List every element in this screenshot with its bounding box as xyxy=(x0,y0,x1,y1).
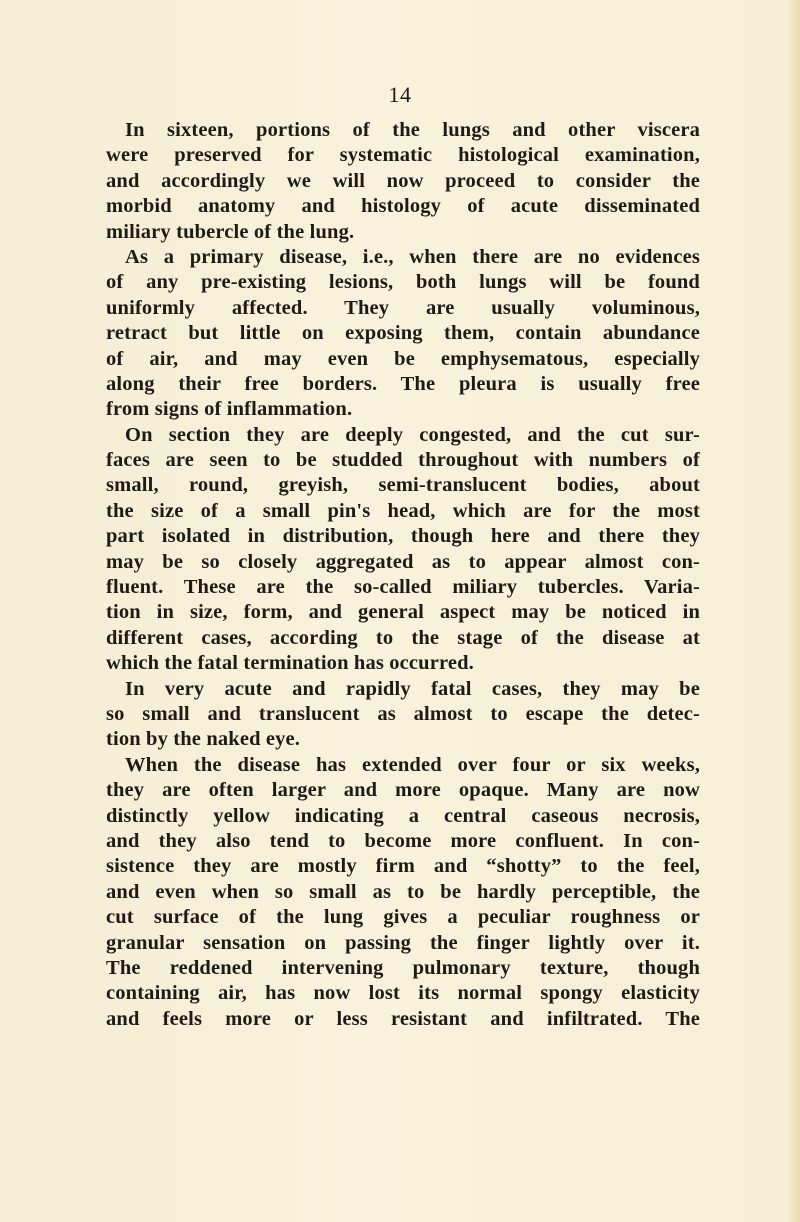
text-line: from signs of inflammation. xyxy=(106,398,353,421)
page-edge xyxy=(786,0,800,1222)
text-line: and even when so small as to be hardly perceptible, the xyxy=(106,880,700,903)
text-line: were preserved for systematic histological examination, xyxy=(106,144,700,167)
text-line: and they also tend to become more confluent. In con- xyxy=(106,829,700,852)
text-line: and accordingly we will now proceed to consider the xyxy=(106,169,700,192)
text-line: In sixteen, portions of the lungs and other viscera xyxy=(125,119,700,141)
text-line: tion in size, form, and general aspect may be noticed in xyxy=(106,601,700,624)
text-line: cut surface of the lung gives a peculiar roughness or xyxy=(106,906,700,929)
text-line: of air, and may even be emphysematous, especially xyxy=(106,347,700,370)
text-line: faces are seen to be studded throughout with numbers of xyxy=(106,449,700,472)
text-line: On section they are deeply congested, and the cut sur- xyxy=(125,423,700,446)
text-line: In very acute and rapidly fatal cases, they may be xyxy=(125,677,700,700)
text-line: retract but little on exposing them, contain abundance xyxy=(106,322,700,345)
text-line: containing air, has now lost its normal spongy elasticity xyxy=(106,982,700,1005)
body-text xyxy=(106,118,700,1032)
text-line: uniformly affected. They are usually voluminous, xyxy=(106,296,700,319)
text-line: miliary tubercle of the lung. xyxy=(106,220,355,243)
text-line: When the disease has extended over four or six weeks, xyxy=(125,753,700,776)
text-line: tion by the naked eye. xyxy=(106,728,301,751)
text-line: fluent. These are the so-called miliary tubercles. Varia- xyxy=(106,576,700,599)
text-line: may be so closely aggregated as to appear almost con- xyxy=(106,550,700,573)
text-line: As a primary disease, i.e., when there are no evidences xyxy=(125,245,700,268)
text-line: morbid anatomy and histology of acute disseminated xyxy=(106,195,700,218)
text-line: which the fatal termination has occurred. xyxy=(106,652,474,675)
text-line: granular sensation on passing the finger lightly over it. xyxy=(106,931,700,954)
text-line: part isolated in distribution, though here and there they xyxy=(106,525,700,548)
page-number: 14 xyxy=(388,82,412,107)
text-line: different cases, according to the stage of the disease at xyxy=(106,626,700,649)
text-line: small, round, greyish, semi-translucent bodies, about xyxy=(106,474,700,497)
text-line: and feels more or less resistant and infiltrated. The xyxy=(106,1007,700,1030)
text-line: they are often larger and more opaque. Many are now xyxy=(106,779,700,802)
text-line: the size of a small pin's head, which are for the most xyxy=(106,499,700,522)
text-line: sistence they are mostly firm and “shotty” to the feel, xyxy=(106,855,700,878)
text-line: of any pre-existing lesions, both lungs will be found xyxy=(106,271,700,294)
text-line: so small and translucent as almost to escape the detec- xyxy=(106,702,700,725)
text-line: distinctly yellow indicating a central caseous necrosis, xyxy=(106,804,700,827)
text-line: along their free borders. The pleura is usually free xyxy=(106,372,700,395)
text-line: The reddened intervening pulmonary texture, though xyxy=(106,956,700,979)
